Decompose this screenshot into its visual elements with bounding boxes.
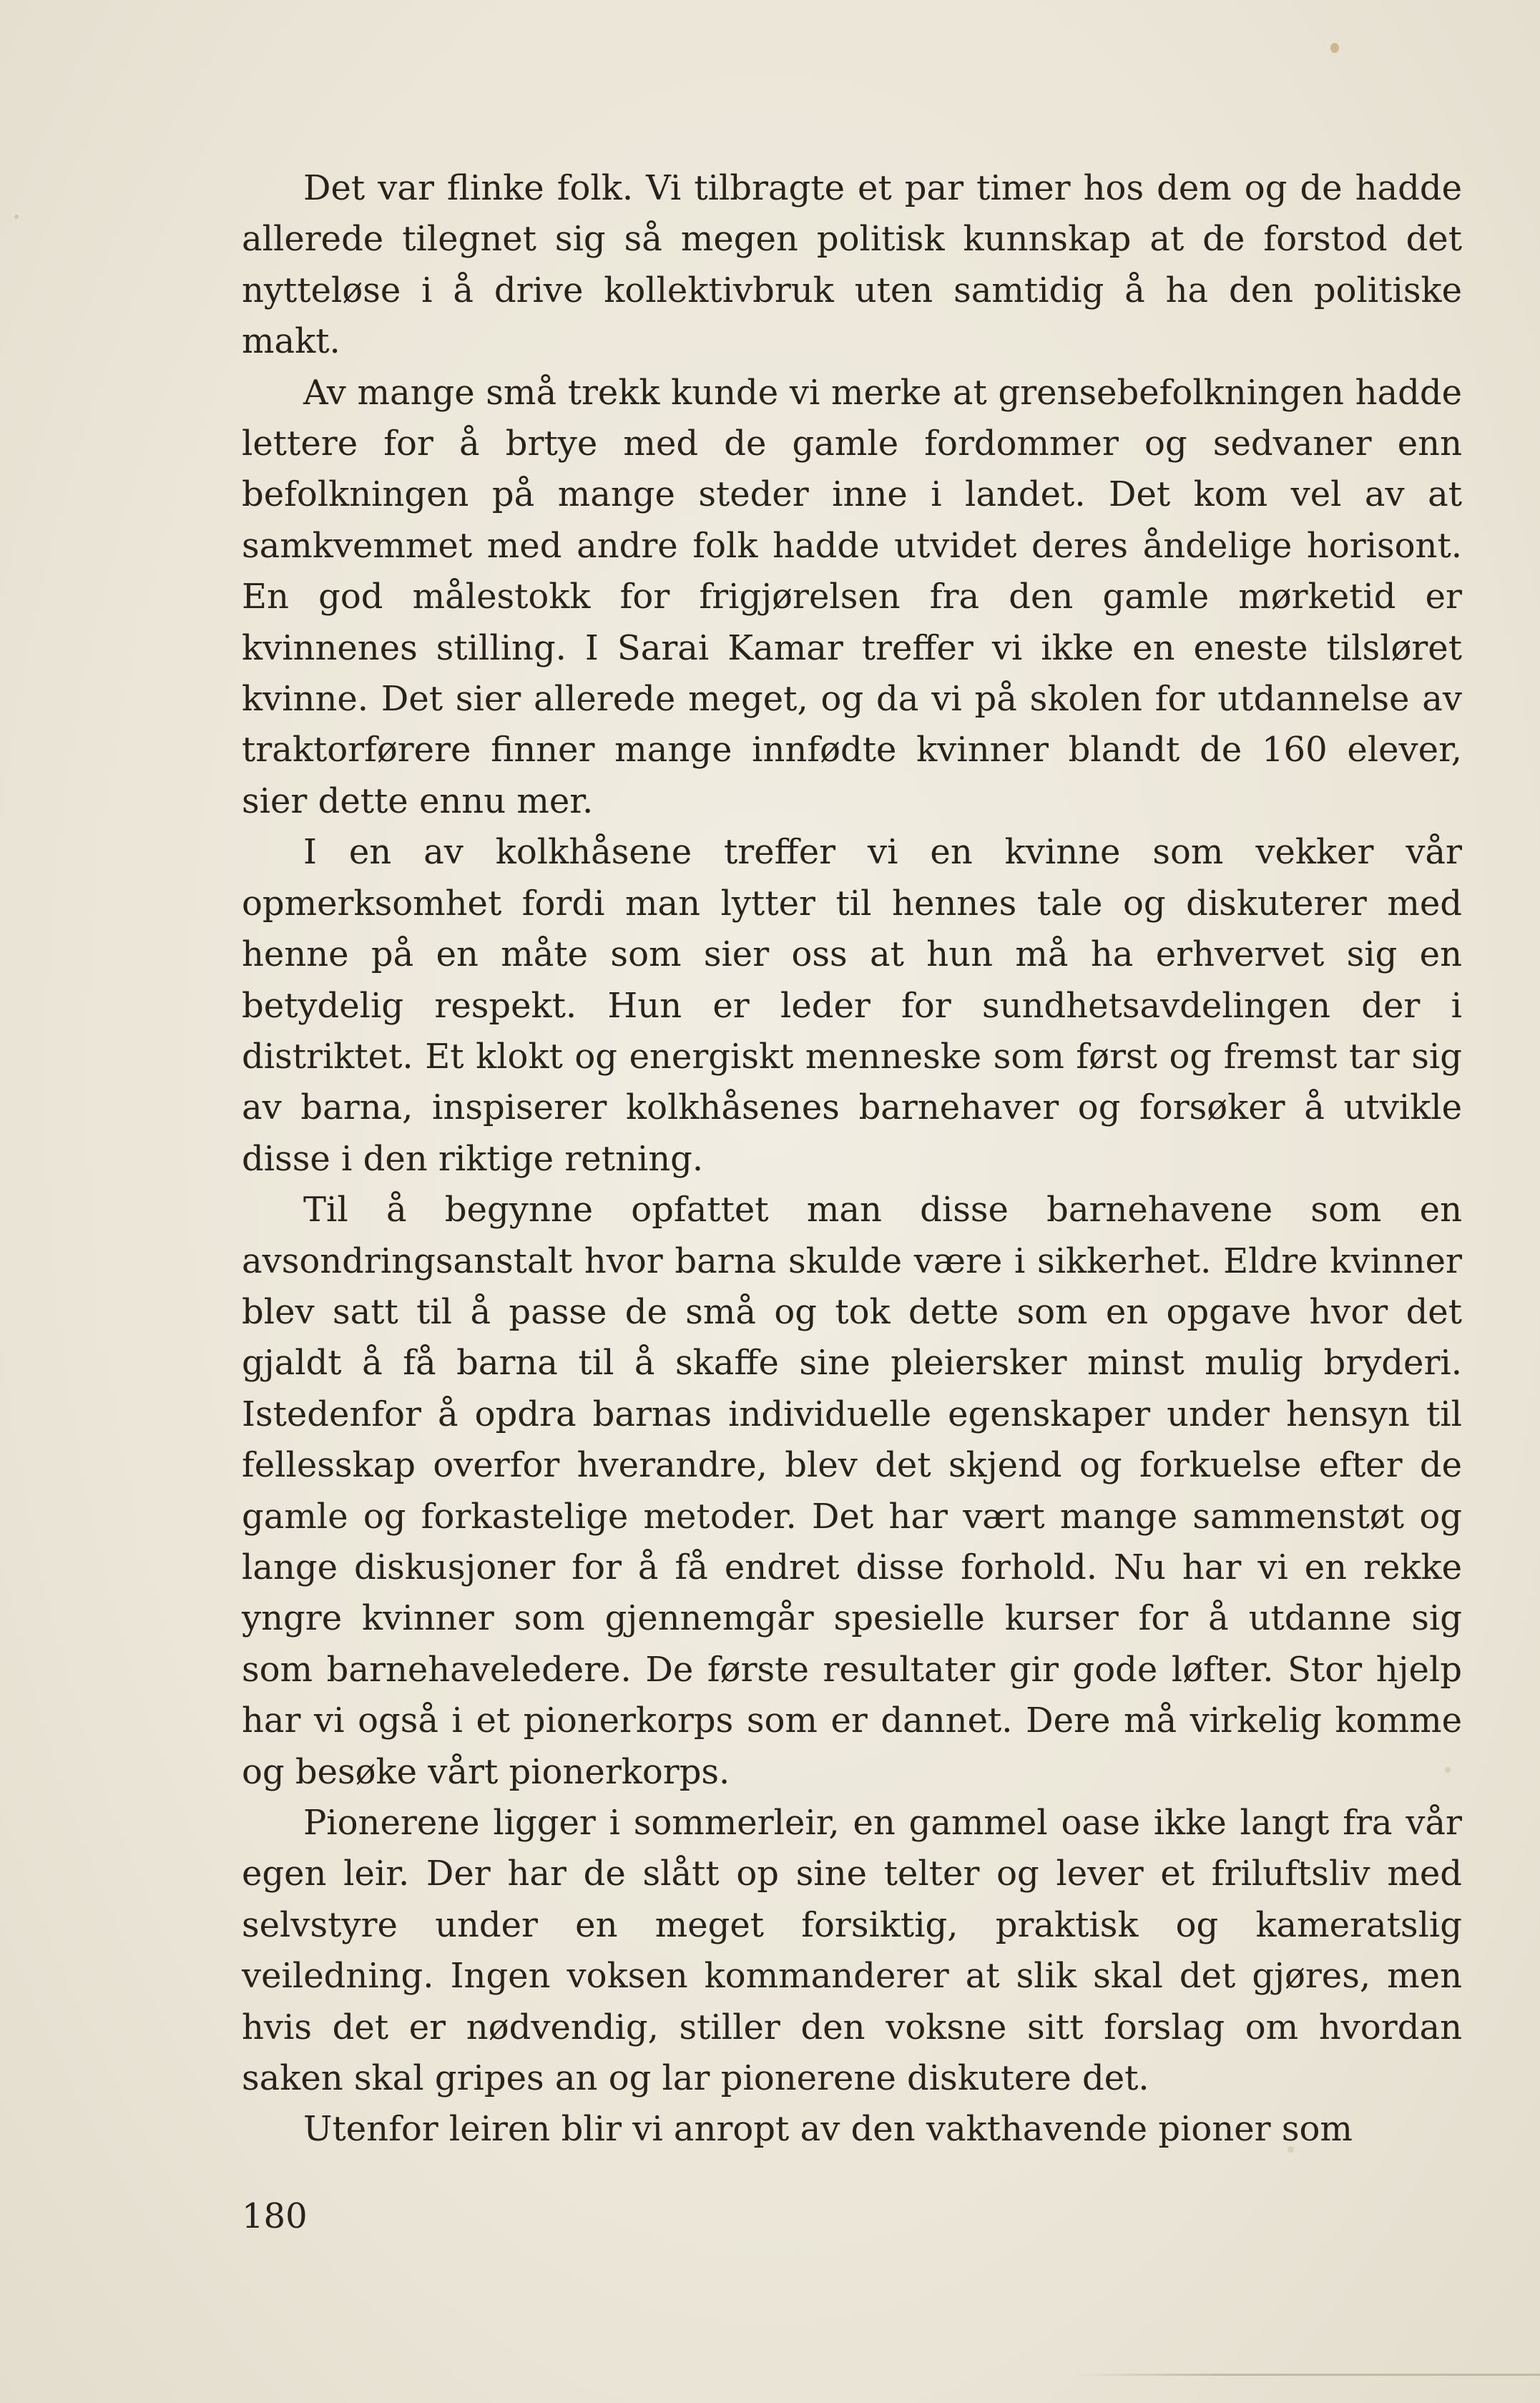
paragraph-1: Det var flinke folk. Vi tilbragte et par timer hos dem og de hadde allerede tilegnet sig så megen politisk kunnskap at de forstod det nytteløse i å drive kollektivbruk uten samtidig å ha den politiske makt. — [242, 168, 1462, 362]
body-text — [242, 163, 1462, 2155]
page-edge-line — [1073, 2374, 1540, 2376]
paper-speck — [1330, 43, 1339, 53]
paragraph-4: Til å begynne opfattet man disse barnehavene som en avsondringsanstalt hvor barna skulde være i sikkerhet. Eldre kvinner blev satt til å passe de små og tok dette som en opgave hvor det gjaldt å få barna til å skaffe sine pleiersker minst mulig bryderi. Istedenfor å opdra barnas individuelle egenskaper under hensyn til fellesskap overfor hverandre, blev det skjend og forkuelse efter de gamle og forkastelige metoder. Det har vært mange sammenstøt og lange diskusjoner for å få endret disse forhold. Nu har vi en rekke yngre kvinner som gjennemgår spesielle kurser for å utdanne sig som barnehaveledere. De første resultater gir gode løfter. Stor hjelp har vi også i et pionerkorps som er dannet. Dere må virkelig komme og besøke vårt pionerkorps. — [242, 1190, 1462, 1792]
paragraph-2: Av mange små trekk kunde vi merke at grensebefolkningen hadde lettere for å brtye med de gamle fordommer og sedvaner enn befolkningen på mange steder inne i landet. Det kom vel av at samkvemmet med andre folk hadde utvidet deres åndelige horisont. En god målestokk for frigjørelsen fra den gamle mørketid er kvinnenes stilling. I Sarai Kamar treffer vi ikke en eneste tilsløret kvinne. Det sier allerede meget, og da vi på skolen for utdannelse av traktorførere finner mange innfødte kvinner blandt de 160 elever, sier dette ennu mer. — [242, 372, 1462, 821]
page-number: 180 — [242, 2196, 308, 2236]
paper-speck — [14, 215, 19, 219]
paragraph-6: Utenfor leiren blir vi anropt av den vakthavende pioner som — [303, 2109, 1353, 2150]
paragraph-3: I en av kolkhåsene treffer vi en kvinne som vekker vår opmerksomhet fordi man lytter til hennes tale og diskuterer med henne på en måte som sier oss at hun må ha erhvervet sig en betydelig respekt. Hun er leder for sundhetsavdelingen der i distriktet. Et klokt og energiskt menneske som først og fremst tar sig av barna, inspiserer kolkhåsenes barnehaver og forsøker å utvikle disse i den riktige retning. — [242, 832, 1462, 1179]
paragraph-5: Pionerene ligger i sommerleir, en gammel oase ikke langt fra vår egen leir. Der har de slått op sine telter og lever et friluftsliv med selvstyre under en meget forsiktig, praktisk og kameratslig veiledning. Ingen voksen kommanderer at slik skal det gjøres, men hvis det er nødvendig, stiller den voksne sitt forslag om hvordan saken skal gripes an og lar pionerene diskutere det. — [242, 1803, 1462, 2099]
